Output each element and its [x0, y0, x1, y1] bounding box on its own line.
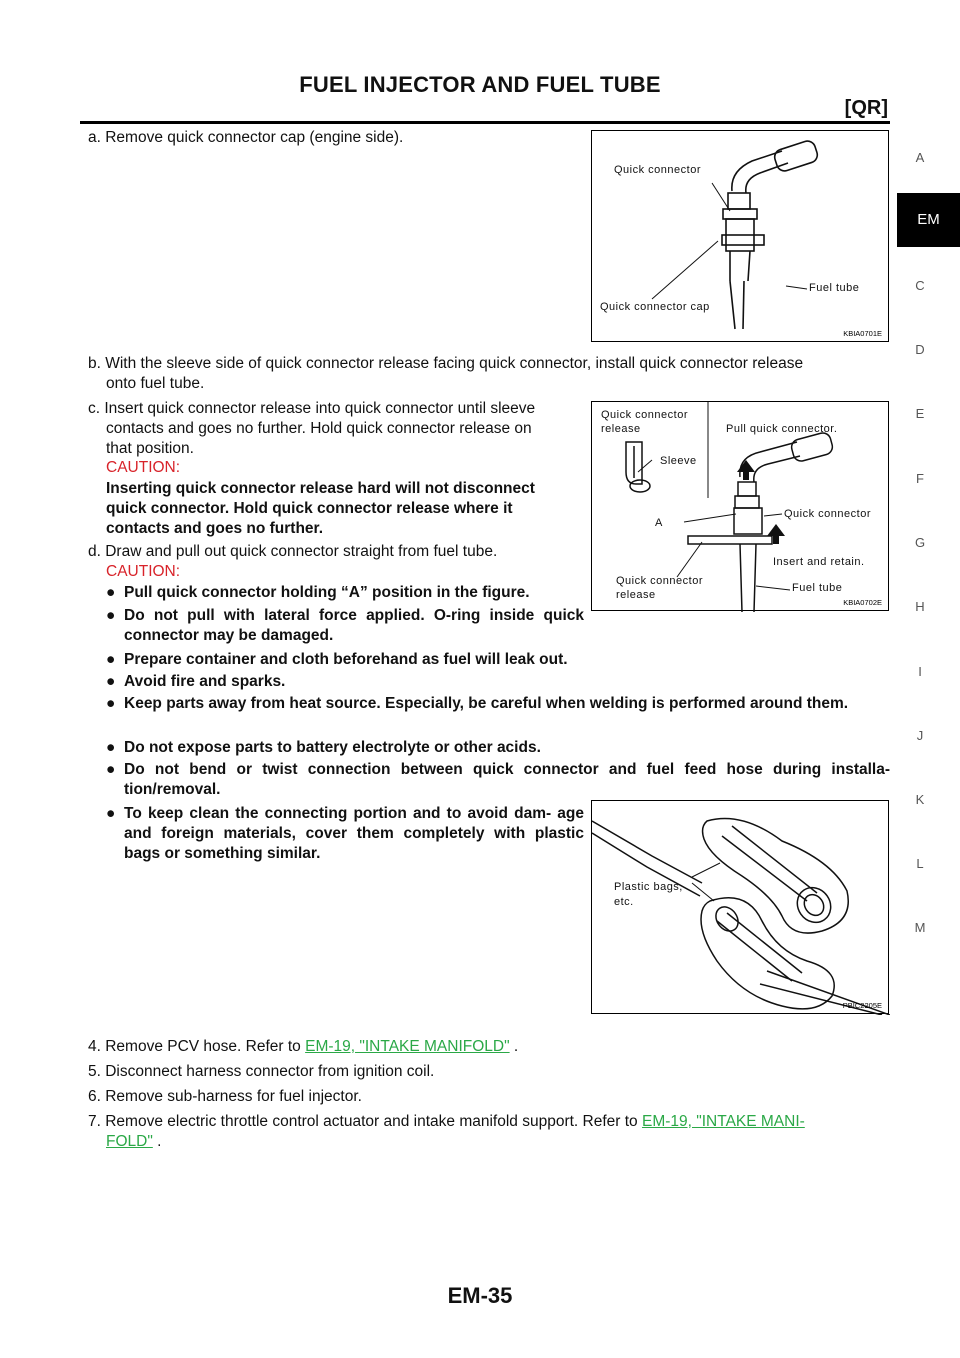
fig2-label-a: A	[655, 517, 663, 529]
fig2-label-fuel-tube: Fuel tube	[792, 582, 843, 594]
side-tab-j[interactable]: J	[916, 728, 924, 743]
side-tab-e[interactable]: E	[915, 406, 925, 421]
side-tab-h[interactable]: H	[915, 599, 925, 614]
side-tab-m[interactable]: M	[914, 920, 926, 935]
step-c-line2: contacts and goes no further. Hold quick connector release on	[106, 420, 532, 437]
bullet-icon: ●	[106, 761, 116, 778]
caution-c-line3: contacts and goes no further.	[106, 520, 324, 537]
page-title: FUEL INJECTOR AND FUEL TUBE	[299, 72, 661, 97]
caution-bullet-5: ● Keep parts away from heat source. Especially, be careful when welding is performed around them.	[106, 695, 849, 712]
fig2-code: KBIA0702E	[843, 598, 882, 607]
fig1-label-connector-cap: Quick connector cap	[600, 301, 710, 313]
side-tab-l[interactable]: L	[916, 856, 924, 871]
fig2-label-sleeve: Sleeve	[660, 455, 697, 467]
side-tab-c[interactable]: C	[915, 278, 925, 293]
fig1-label-fuel-tube: Fuel tube	[809, 282, 860, 294]
fig2-label-quick-connector: Quick connector	[784, 508, 871, 520]
caution-bullet-6: ● Do not expose parts to battery electrolyte or other acids.	[106, 739, 541, 756]
caution-label-d: CAUTION:	[106, 563, 181, 580]
link-intake-manifold[interactable]: EM-19, "INTAKE MANIFOLD"	[305, 1038, 510, 1055]
side-tab-f[interactable]: F	[916, 471, 924, 486]
caution-bullet-3: ● Prepare container and cloth beforehand as fuel will leak out.	[106, 651, 568, 668]
step-4: 4. Remove PCV hose. Refer to EM-19, "INTAKE MANIFOLD" .	[88, 1038, 519, 1055]
figure-quick-connector-cap	[591, 130, 889, 342]
fig2-label-release-bottom: Quick connector release	[616, 575, 703, 601]
bullet-icon: ●	[106, 584, 116, 601]
figure-plastic-bags	[591, 800, 889, 1014]
step-6: 6. Remove sub-harness for fuel injector.	[88, 1088, 362, 1105]
caution-bullet-4: ● Avoid fire and sparks.	[106, 673, 286, 690]
caution-bullet-1: ● Pull quick connector holding “A” position in the figure.	[106, 584, 530, 601]
step-b-line2: onto fuel tube.	[106, 375, 205, 392]
caution-c-line1: Inserting quick connector release hard will not disconnect	[106, 480, 535, 497]
step-d-text: d. Draw and pull out quick connector straight from fuel tube.	[88, 543, 498, 560]
side-tab-g[interactable]: G	[914, 535, 926, 550]
link-intake-manifold-2-cont[interactable]: FOLD"	[106, 1133, 153, 1150]
bullet-icon: ●	[106, 739, 116, 756]
fig3-code: PBIC2205E	[842, 1001, 882, 1010]
bullet-icon: ●	[106, 695, 116, 712]
fig1-label-quick-connector: Quick connector	[614, 164, 701, 176]
fig3-label-plastic-bags: Plastic bags, etc.	[614, 881, 683, 908]
side-tab-em-active[interactable]: EM	[897, 193, 960, 247]
side-tab-i[interactable]: I	[918, 664, 922, 679]
side-tab-k[interactable]: K	[915, 792, 925, 807]
link-intake-manifold-2[interactable]: EM-19, "INTAKE MANI-	[641, 1113, 805, 1130]
bullet-icon: ●	[106, 651, 116, 668]
fig2-label-release-top: Quick connector release	[601, 409, 688, 435]
step-7: 7. Remove electric throttle control actuator and intake manifold support. Refer to EM-19, "INTAKE MANI-	[88, 1113, 805, 1130]
caution-bullet-8: ● To keep clean the connecting portion and to avoid dam- age and foreign materials, cover them completely with plastic bags or something similar.	[106, 805, 584, 862]
step-7-cont: FOLD" .	[106, 1133, 162, 1150]
step-5: 5. Disconnect harness connector from ignition coil.	[88, 1063, 435, 1080]
bullet-icon: ●	[106, 673, 116, 690]
step-c-line3: that position.	[106, 440, 194, 457]
caution-label-c: CAUTION:	[106, 459, 181, 476]
bullet-icon: ●	[106, 607, 116, 624]
caution-bullet-7: ● Do not bend or twist connection between quick connector and fuel feed hose during installa- tion/removal.	[106, 761, 890, 798]
side-tab-a[interactable]: A	[915, 150, 925, 165]
page-number: EM-35	[447, 1283, 513, 1308]
caution-c-line2: quick connector. Hold quick connector release where it	[106, 500, 513, 517]
figure-quick-connector-release	[591, 401, 889, 611]
side-tab-d[interactable]: D	[915, 342, 925, 357]
fig1-code: KBIA0701E	[843, 329, 882, 338]
caution-bullet-2: ● Do not pull with lateral force applied. O-ring inside quick connector may be damaged.	[106, 607, 584, 644]
fig2-label-insert-retain: Insert and retain.	[773, 556, 865, 568]
engine-code: [QR]	[844, 97, 888, 119]
step-b-line1: b. With the sleeve side of quick connector release facing quick connector, install quick connector release	[88, 355, 804, 372]
header-divider	[80, 121, 890, 124]
step-c-line1: c. Insert quick connector release into quick connector until sleeve	[88, 400, 536, 417]
bullet-icon: ●	[106, 805, 116, 822]
fig2-label-pull: Pull quick connector.	[726, 423, 838, 435]
step-a-text: a. Remove quick connector cap (engine side).	[88, 129, 404, 146]
